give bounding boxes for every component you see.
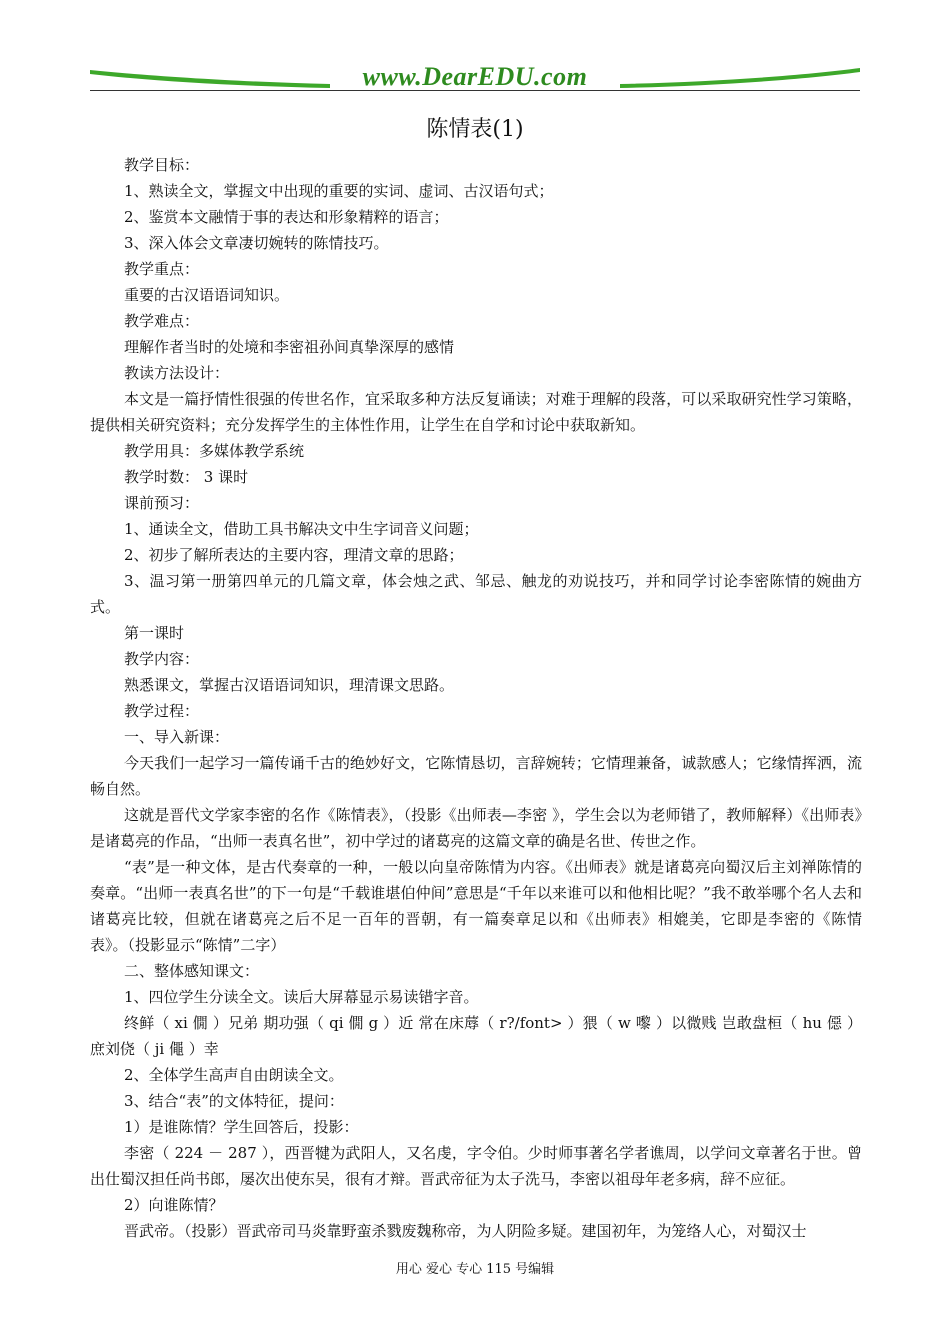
paragraph: 今天我们一起学习一篇传诵千古的绝妙好文，它陈情恳切，言辞婉转；它情理兼备，诚款感人；它缘情挥洒，流畅自然。: [90, 754, 862, 798]
paragraph: 1、熟读全文，掌握文中出现的重要的实词、虚词、古汉语句式；: [124, 182, 554, 200]
paragraph: 第一课时: [124, 624, 185, 642]
paragraph: 终鲜（ xi 僩 ）兄弟 期功强（ qi 僩 g ）近 常在床蓐（ r?/font> ）猥（ w 嚟 ）以微贱 岂敢盘桓（ hu 僫 ）庶刘侥（ ji 僶 ）幸: [90, 1014, 862, 1058]
paragraph: 2、鉴赏本文融情于事的表达和形象精粹的语言；: [124, 208, 449, 226]
paragraph: 教学用具：多媒体教学系统: [124, 442, 305, 460]
paragraph: 2、初步了解所表达的主要内容，理清文章的思路；: [124, 546, 464, 564]
paragraph: 教学时数： 3 课时: [124, 468, 249, 486]
paragraph: 3、结合“表”的文体特征，提问：: [124, 1092, 344, 1110]
site-banner: [90, 58, 860, 98]
document-body: [90, 152, 862, 1244]
paragraph: 教学目标：: [124, 156, 200, 174]
paragraph: 李密（ 224 － 287 ），西晋犍为武阳人，又名虔，字令伯。少时师事著名学者谯周，以学问文章著名于世。曾出仕蜀汉担任尚书郎，屡次出使东吴，很有才辩。晋武帝征为太子洗马，李密以祖母年老多病，辞不应征。: [90, 1144, 862, 1188]
paragraph: 一、导入新课：: [124, 728, 230, 746]
header-rule: [90, 90, 860, 91]
paragraph: 理解作者当时的处境和李密祖孙间真挚深厚的感情: [124, 338, 455, 356]
paragraph: “表”是一种文体，是古代奏章的一种，一般以向皇帝陈情为内容。《出师表》就是诸葛亮向蜀汉后主刘禅陈情的奏章。“出师一表真名世”的下一句是“千载谁堪伯仲间”意思是“千年以来谁可以和他相比呢？”我不敢举哪个名人去和诸葛亮比较，但就在诸葛亮之后不足一百年的晋朝，有一篇奏章足以和《出师表》相媲美，它即是李密的《陈情表》。（投影显示“陈情”二字）: [90, 858, 862, 954]
paragraph: 3、深入体会文章凄切婉转的陈情技巧。: [124, 234, 389, 252]
paragraph: 教读方法设计：: [124, 364, 230, 382]
paragraph: 教学重点：: [124, 260, 200, 278]
paragraph: 二、整体感知课文：: [124, 962, 260, 980]
document-title: 陈情表(1): [426, 117, 524, 142]
paragraph: 3、温习第一册第四单元的几篇文章，体会烛之武、邹忌、触龙的劝说技巧，并和同学讨论李密陈情的婉曲方式。: [90, 572, 862, 616]
paragraph: 1）是谁陈情？学生回答后，投影：: [124, 1118, 359, 1136]
paragraph: 重要的古汉语语词知识。: [124, 286, 290, 304]
paragraph: 晋武帝。（投影）晋武帝司马炎靠野蛮杀戮废魏称帝，为人阴险多疑。建国初年，为笼络人心，对蜀汉士: [124, 1222, 807, 1240]
paragraph: 2）向谁陈情？: [124, 1196, 224, 1214]
paragraph: 1、四位学生分读全文。读后大屏幕显示易读错字音。: [124, 988, 479, 1006]
page-footer: 用心 爱心 专心 115 号编辑: [395, 1262, 555, 1277]
paragraph: 本文是一篇抒情性很强的传世名作，宜采取多种方法反复诵读；对难于理解的段落，可以采取研究性学习策略，提供相关研究资料；充分发挥学生的主体性作用，让学生在自学和讨论中获取新知。: [90, 390, 862, 434]
paragraph: 教学难点：: [124, 312, 200, 330]
paragraph: 2、全体学生高声自由朗读全文。: [124, 1066, 344, 1084]
paragraph: 熟悉课文，掌握古汉语语词知识，理清课文思路。: [124, 676, 455, 694]
paragraph: 教学过程：: [124, 702, 200, 720]
paragraph: 教学内容：: [124, 650, 200, 668]
paragraph: 1、通读全文，借助工具书解决文中生字词音义问题；: [124, 520, 479, 538]
site-logo-text: www.DearEDU.com: [362, 62, 588, 91]
paragraph: 这就是晋代文学家李密的名作《陈情表》，（投影《出师表—李密 》，学生会以为老师错了，教师解释）《出师表》是诸葛亮的作品，“出师一表真名世”，初中学过的诸葛亮的这篇文章的确是名世、传世之作。: [90, 806, 862, 850]
paragraph: 课前预习：: [124, 494, 200, 512]
